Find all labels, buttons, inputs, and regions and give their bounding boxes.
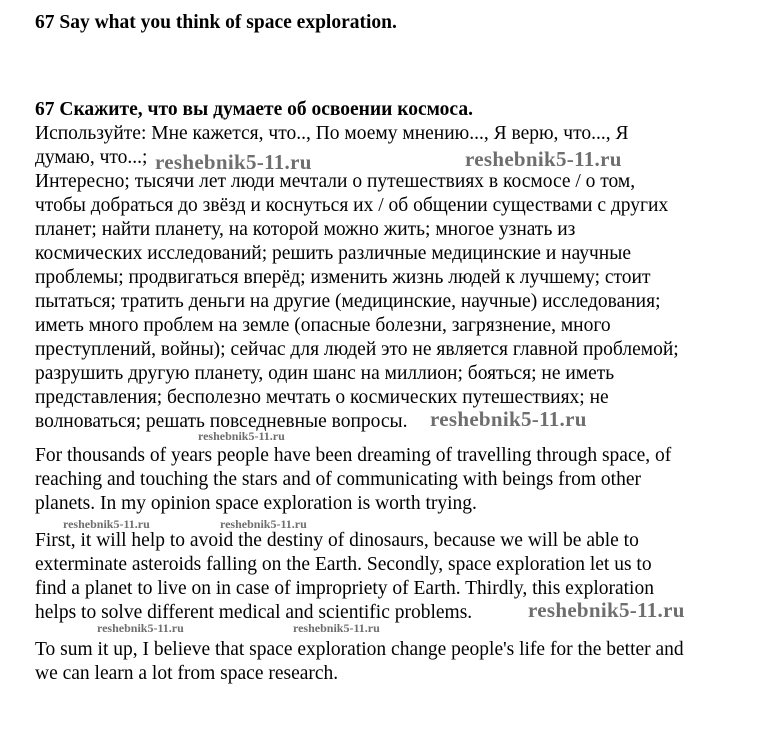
heading-english: 67 Say what you think of space exploration. (35, 12, 397, 33)
watermark: reshebnik5-11.ru (220, 517, 307, 531)
ru-line: космических исследований; решить различные медицинские и научные (35, 243, 631, 264)
en-paragraph3-line: we can learn a lot from space research. (35, 663, 339, 684)
en-paragraph2-line: helps to solve different medical and scientific problems. (35, 602, 473, 623)
en-paragraph1-line: planets. In my opinion space exploration is worth trying. (35, 493, 477, 514)
ru-line: Используйте: Мне кажется, что.., По моему мнению..., Я верю, что..., Я (35, 123, 629, 144)
ru-line: иметь много проблем на земле (опасные болезни, загрязнение, много (35, 315, 611, 336)
ru-line: пытаться; тратить деньги на другие (медицинские, научные) исследования; (35, 291, 661, 312)
watermark: reshebnik5-11.ru (430, 407, 587, 431)
ru-line: разрушить другую планету, один шанс на миллион; бояться; не иметь (35, 363, 615, 384)
watermark: reshebnik5-11.ru (63, 517, 150, 531)
watermark: reshebnik5-11.ru (97, 621, 184, 635)
ru-line: Интересно; тысячи лет люди мечтали о путешествиях в космосе / о том, (35, 171, 636, 192)
en-paragraph2-line: exterminate asteroids falling on the Earth. Secondly, space exploration let us to (35, 554, 652, 575)
heading-russian: 67 Скажите, что вы думаете об освоении космоса. (35, 99, 473, 120)
ru-line: волноваться; решать повседневные вопросы. (35, 411, 408, 432)
watermark: reshebnik5-11.ru (155, 150, 312, 174)
en-paragraph1-line: reaching and touching the stars and of communicating with beings from other (35, 469, 641, 490)
watermark: reshebnik5-11.ru (198, 429, 285, 443)
watermark: reshebnik5-11.ru (293, 621, 380, 635)
ru-line: преступлений, войны); сейчас для людей это не является главной проблемой; (35, 339, 679, 360)
ru-line: планет; найти планету, на которой можно жить; многое узнать из (35, 219, 576, 240)
en-paragraph1-line: For thousands of years people have been dreaming of travelling through space, of (35, 445, 672, 466)
en-paragraph3-line: To sum it up, I believe that space exploration change people's life for the better and (35, 639, 684, 660)
ru-line: представления; бесполезно мечтать о космических путешествиях; не (35, 387, 609, 408)
en-paragraph2-line: First, it will help to avoid the destiny of dinosaurs, because we will be able to (35, 530, 639, 551)
ru-line: проблемы; продвигаться вперёд; изменить жизнь людей к лучшему; стоит (35, 267, 651, 288)
watermark: reshebnik5-11.ru (465, 147, 622, 171)
ru-line: чтобы добраться до звёзд и коснуться их / об общении существами с других (35, 195, 669, 216)
watermark: reshebnik5-11.ru (528, 598, 685, 622)
en-paragraph2-line: find a planet to live on in case of impropriety of Earth. Thirdly, this exploration (35, 578, 654, 599)
ru-line: думаю, что...; (35, 147, 148, 168)
